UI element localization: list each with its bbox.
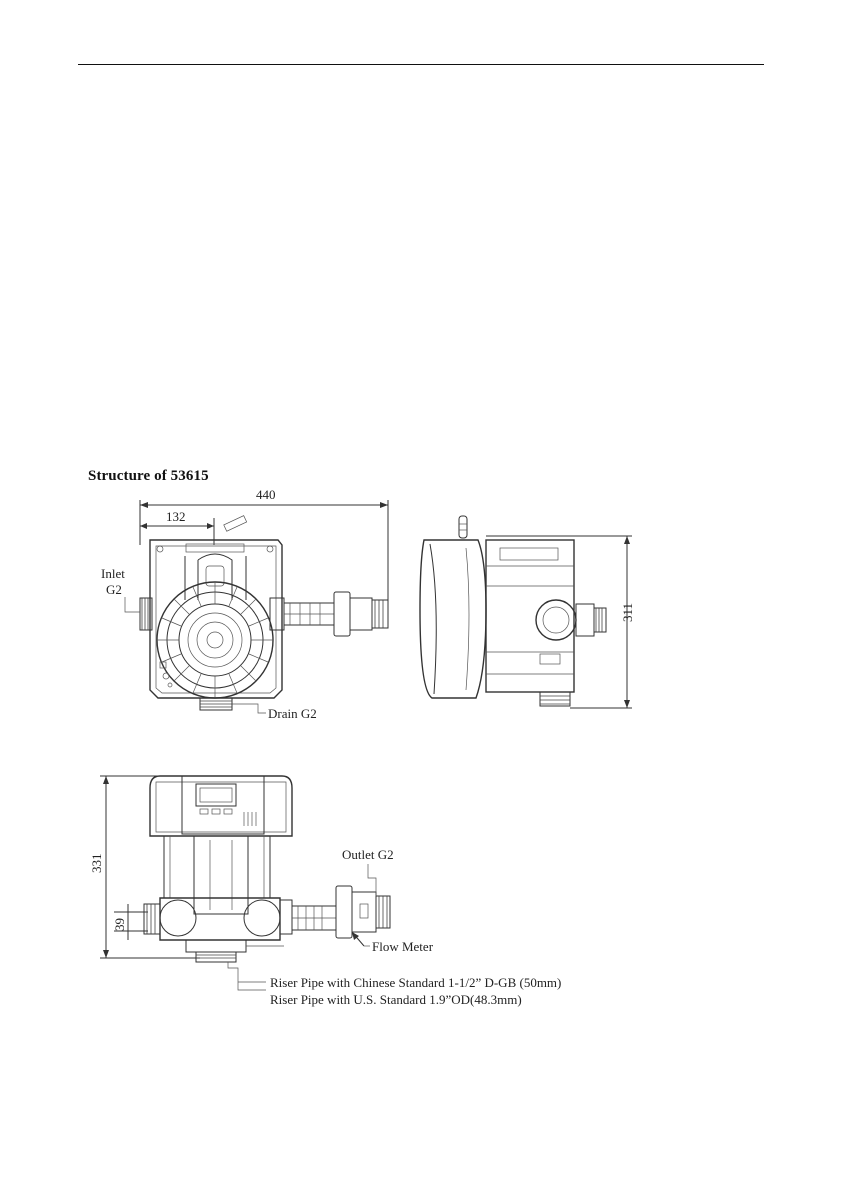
- inlet-label-line1: Inlet: [101, 566, 125, 581]
- top-view: [101, 487, 388, 721]
- dim-offset-132: 132: [166, 509, 186, 524]
- riser-label-us: Riser Pipe with U.S. Standard 1.9”OD(48.3mm): [270, 992, 522, 1007]
- inlet-label-line2: G2: [106, 582, 122, 597]
- drain-label: Drain G2: [268, 706, 317, 721]
- side-view: [420, 516, 635, 708]
- dim-small-39: 39: [112, 918, 127, 931]
- outlet-label: Outlet G2: [342, 847, 394, 862]
- dim-width-440: 440: [256, 487, 276, 502]
- dim-height-311: 311: [620, 602, 635, 622]
- riser-label-chinese: Riser Pipe with Chinese Standard 1-1/2” D-GB (50mm): [270, 975, 562, 990]
- front-view: [89, 776, 561, 1007]
- dim-height-331: 331: [89, 853, 104, 873]
- flow-meter-label: Flow Meter: [372, 939, 434, 954]
- section-title: Structure of 53615: [88, 468, 209, 484]
